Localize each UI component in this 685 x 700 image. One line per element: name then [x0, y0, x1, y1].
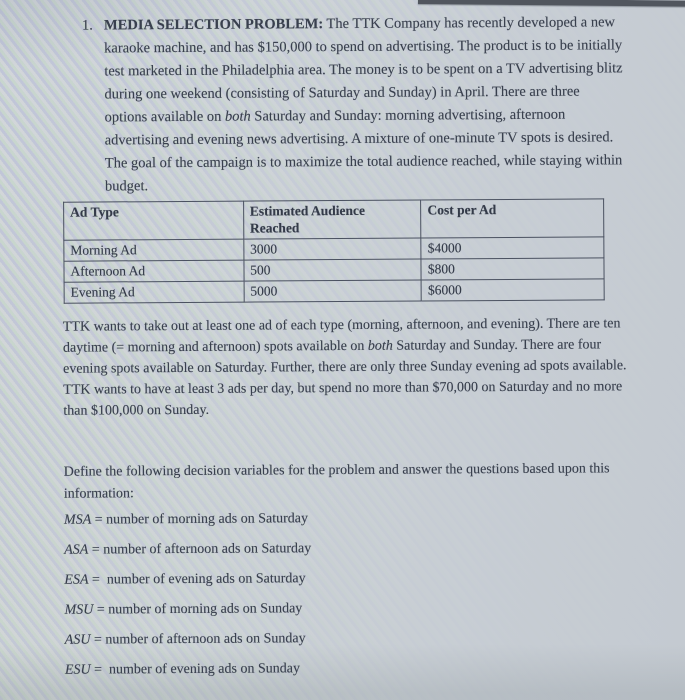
table-header-cell-audience: Estimated Audience Reached — [243, 200, 421, 239]
variable-definition-msa — [64, 509, 624, 528]
table-cell: Morning Ad — [64, 239, 244, 261]
constraints-text-b: Saturday and Sunday. There are four evening spots available on Saturday. Further, there are only three Sunday evening ad spots available. TTK wants to have at least 3 ads per day, but spend no more than $70,000 on Saturday and no more than $100,000 on Sunday. — [63, 337, 627, 419]
constraints-text-emphasis: both — [367, 338, 393, 354]
table-cell: Evening Ad — [64, 281, 244, 303]
item-number: 1. — [81, 17, 93, 34]
decision-variables-list — [64, 509, 625, 692]
variable-description: = number of morning ads on Sunday — [93, 601, 303, 618]
table-row — [64, 279, 604, 303]
variable-description: = number of morning ads on Saturday — [91, 511, 308, 528]
problem-statement-paragraph — [82, 11, 625, 198]
variable-definition-msu — [65, 599, 625, 618]
variable-description: = number of afternoon ads on Saturday — [88, 541, 312, 558]
variable-symbol: MSA — [63, 512, 92, 528]
variable-symbol: ESU — [64, 662, 91, 678]
instructions-paragraph: Define the following decision variables for the problem and answer the questions based upon this information: — [63, 461, 610, 502]
variable-symbol: ESA — [64, 572, 89, 588]
table-cell: $4000 — [421, 237, 604, 259]
problem-text-b: Saturday and Sunday: morning advertising, afternoon advertising and evening news advertising. A mixture of one-minute TV spots is desired. The goal of the campaign is to maximize the total audience reached, while staying within budget. — [104, 106, 623, 195]
problem-text-a: The TTK Company has recently developed a new karaoke machine, and has $150,000 to spend on advertising. The product is to be initially test marketed in the Philadelphia area. The money is to be spent on a TV advertising blitz during one weekend (consisting of Saturday and Sunday) in April. There are three options available on — [104, 14, 623, 126]
constraints-paragraph — [63, 313, 642, 422]
variable-description: = number of evening ads on Saturday — [88, 571, 306, 588]
variable-definition-asa — [64, 539, 624, 558]
constraints-text-a: TTK wants to take out at least one ad of each type (morning, afternoon, and evening). There are ten daytime (= morning and afternoon) spots available on — [62, 316, 621, 356]
table-cell: 500 — [244, 259, 422, 281]
table-cell: $800 — [421, 258, 604, 280]
table-header-row — [64, 199, 604, 240]
table-cell: $6000 — [421, 279, 604, 301]
ad-data-table — [63, 198, 605, 303]
problem-statement-text — [104, 11, 625, 198]
variable-symbol: MSU — [64, 602, 94, 618]
variable-symbol: ASA — [64, 542, 89, 558]
variable-description: = number of afternoon ads on Sunday — [90, 631, 306, 648]
variable-description: = number of evening ads on Sunday — [90, 661, 300, 678]
variable-symbol: ASU — [64, 632, 91, 648]
table-cell: 3000 — [243, 238, 421, 260]
variable-definition-esa — [64, 569, 624, 588]
problem-title: MEDIA SELECTION PROBLEM: — [103, 16, 324, 34]
table-header-cell-cost: Cost per Ad — [421, 199, 604, 238]
variable-definition-esu — [65, 659, 625, 678]
table-cell: 5000 — [244, 280, 422, 302]
table-header-cell-ad-type: Ad Type — [64, 201, 244, 240]
variable-definition-asu — [65, 629, 625, 648]
problem-text-emphasis: both — [224, 108, 251, 125]
table-cell: Afternoon Ad — [64, 260, 244, 282]
